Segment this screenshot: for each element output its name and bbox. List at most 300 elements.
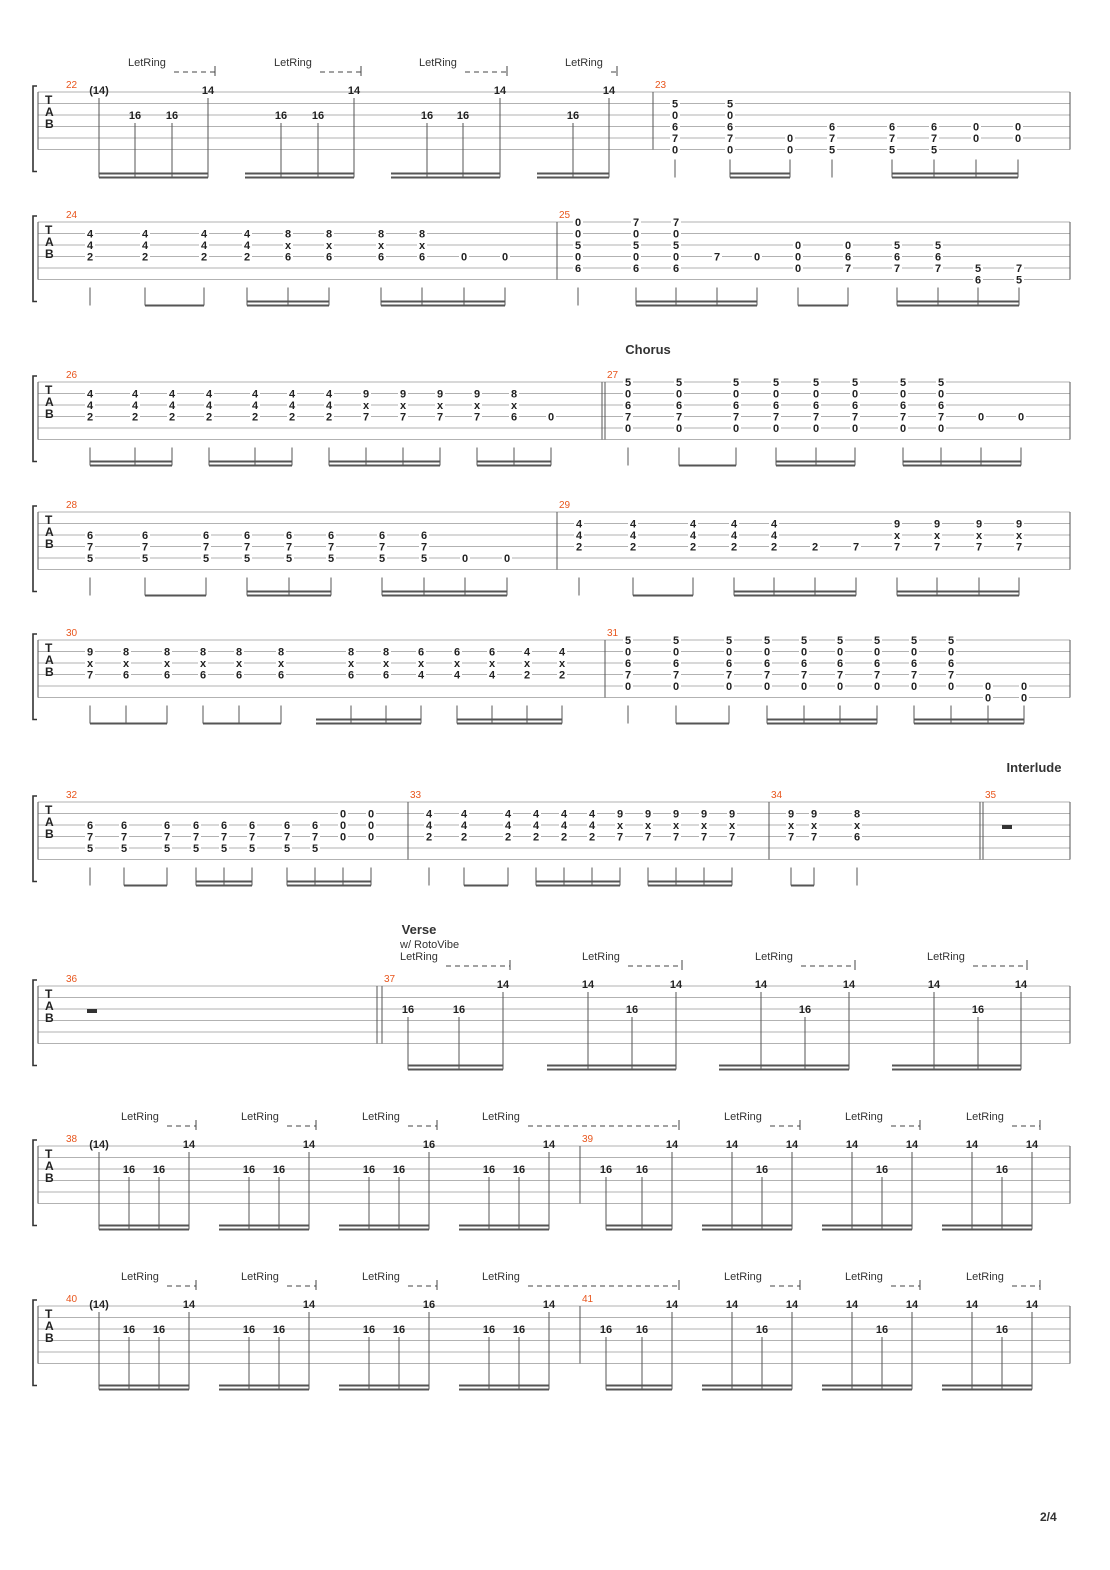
chord-fret: 5 bbox=[726, 98, 734, 111]
chord-fret: 4 bbox=[205, 388, 213, 401]
chord-fret: x bbox=[975, 530, 983, 542]
chord-fret: 0 bbox=[972, 121, 980, 134]
fret-number: 14 bbox=[182, 1139, 196, 1151]
chord-fret: x bbox=[382, 658, 390, 670]
chord-fret: 6 bbox=[947, 658, 955, 670]
chord-fret: 5 bbox=[632, 240, 640, 252]
measure-number: 29 bbox=[559, 500, 571, 511]
chord-fret: 0 bbox=[786, 133, 794, 145]
chord-fret: 7 bbox=[248, 831, 256, 844]
chord-fret: 6 bbox=[285, 530, 293, 542]
chord-fret: 6 bbox=[220, 820, 228, 832]
chord-fret: x bbox=[558, 658, 566, 670]
chord-fret: 6 bbox=[937, 400, 945, 412]
chord-fret: 0 bbox=[732, 388, 740, 401]
chord-fret: 9 bbox=[362, 388, 370, 401]
tab-clef-letter: B bbox=[45, 407, 54, 421]
system-bracket bbox=[33, 1140, 37, 1226]
fret-number: 14 bbox=[927, 979, 941, 991]
chord-fret: 5 bbox=[725, 635, 733, 647]
chord-fret: 4 bbox=[425, 820, 433, 832]
chord-fret: 0 bbox=[671, 144, 679, 157]
chord-fret: 7 bbox=[672, 217, 680, 229]
fret-number: 14 bbox=[669, 979, 683, 991]
chord-fret: 7 bbox=[220, 831, 228, 844]
chord-fret: 9 bbox=[933, 518, 941, 531]
chord-fret: 5 bbox=[937, 377, 945, 389]
chord-fret: 6 bbox=[893, 251, 901, 264]
tab-clef-letter: A bbox=[45, 999, 54, 1013]
chord-fret: x bbox=[893, 530, 901, 542]
chord-fret: 4 bbox=[251, 388, 259, 401]
measure-number: 23 bbox=[655, 80, 667, 91]
chord-fret: 4 bbox=[417, 669, 425, 682]
fret-number: 14 bbox=[754, 979, 768, 991]
fret-number: (14) bbox=[89, 85, 109, 97]
chord-fret: 4 bbox=[689, 518, 697, 531]
fret-number: 14 bbox=[965, 1139, 979, 1151]
chord-fret: x bbox=[473, 400, 481, 412]
chord-fret: 7 bbox=[420, 541, 428, 554]
chord-fret: 0 bbox=[937, 388, 945, 401]
chord-fret: 4 bbox=[532, 820, 540, 832]
chord-fret: x bbox=[453, 658, 461, 670]
chord-fret: 0 bbox=[1017, 411, 1025, 424]
chord-fret: 9 bbox=[728, 808, 736, 821]
chord-fret: 0 bbox=[937, 423, 945, 435]
tab-clef-letter: A bbox=[45, 815, 54, 829]
system-bracket bbox=[33, 376, 37, 462]
chord-fret: 0 bbox=[910, 681, 918, 693]
chord-fret: 9 bbox=[436, 388, 444, 401]
chord-fret: 0 bbox=[671, 110, 679, 122]
chord-fret: 7 bbox=[202, 541, 210, 554]
chord-fret: 6 bbox=[844, 251, 852, 264]
chord-fret: 6 bbox=[899, 400, 907, 412]
chord-fret: 2 bbox=[532, 831, 540, 844]
chord-fret: 9 bbox=[787, 808, 795, 821]
chord-fret: 0 bbox=[1020, 692, 1028, 705]
chord-fret: 6 bbox=[828, 121, 836, 134]
chord-fret: 7 bbox=[86, 541, 94, 554]
chord-fret: 6 bbox=[417, 646, 425, 659]
chord-fret: 4 bbox=[504, 820, 512, 832]
chord-fret: 2 bbox=[558, 669, 566, 682]
measure-number: 35 bbox=[985, 790, 997, 801]
chord-fret: 8 bbox=[122, 646, 130, 659]
chord-fret: 7 bbox=[700, 831, 708, 844]
chord-fret: 6 bbox=[772, 400, 780, 412]
chord-fret: 6 bbox=[418, 251, 426, 264]
chord-fret: 4 bbox=[689, 530, 697, 542]
chord-fret: 7 bbox=[399, 411, 407, 424]
chord-fret: 8 bbox=[382, 646, 390, 659]
chord-fret: 6 bbox=[574, 263, 582, 275]
chord-fret: 0 bbox=[624, 646, 632, 659]
chord-fret: 6 bbox=[86, 820, 94, 832]
chord-fret: 5 bbox=[934, 240, 942, 252]
chord-fret: 2 bbox=[86, 251, 94, 264]
chord-fret: 0 bbox=[574, 251, 582, 264]
let-ring-label: LetRing bbox=[845, 1111, 883, 1123]
let-ring-label: LetRing bbox=[482, 1111, 520, 1123]
chord-fret: x bbox=[163, 658, 171, 670]
chord-fret: 7 bbox=[672, 831, 680, 844]
chord-fret: 0 bbox=[732, 423, 740, 435]
chord-fret: 7 bbox=[624, 669, 632, 682]
chord-fret: 0 bbox=[461, 553, 469, 565]
fret-number: 16 bbox=[635, 1164, 649, 1176]
chord-fret: 7 bbox=[378, 541, 386, 554]
chord-fret: 6 bbox=[192, 820, 200, 832]
chord-fret: 5 bbox=[812, 377, 820, 389]
chord-fret: 0 bbox=[947, 681, 955, 693]
chord-fret: 4 bbox=[243, 228, 251, 241]
measure-number: 22 bbox=[66, 80, 78, 91]
measure-number: 27 bbox=[607, 370, 619, 381]
fret-number: 16 bbox=[165, 110, 179, 122]
chord-fret: 7 bbox=[672, 669, 680, 682]
chord-fret: 5 bbox=[899, 377, 907, 389]
chord-fret: x bbox=[933, 530, 941, 542]
chord-fret: 9 bbox=[893, 518, 901, 531]
system-bracket bbox=[33, 980, 37, 1066]
chord-fret: 6 bbox=[120, 820, 128, 832]
chord-fret: 6 bbox=[763, 658, 771, 670]
fret-number: 16 bbox=[512, 1324, 526, 1336]
measure-number: 33 bbox=[410, 790, 422, 801]
chord-fret: 0 bbox=[367, 808, 375, 821]
tab-clef-letter: B bbox=[45, 827, 54, 841]
chord-fret: 0 bbox=[1014, 121, 1022, 134]
chord-fret: 7 bbox=[810, 831, 818, 844]
chord-fret: 0 bbox=[753, 251, 761, 264]
chord-fret: 7 bbox=[192, 831, 200, 844]
chord-fret: 7 bbox=[937, 411, 945, 424]
chord-fret: 4 bbox=[325, 400, 333, 412]
chord-fret: 7 bbox=[624, 411, 632, 424]
chord-fret: 5 bbox=[311, 843, 319, 855]
chord-fret: 6 bbox=[86, 530, 94, 542]
section-label: Interlude bbox=[1006, 760, 1062, 775]
chord-fret: 6 bbox=[347, 669, 355, 682]
page-number: 2/4 bbox=[1040, 1510, 1057, 1524]
chord-fret: x bbox=[122, 658, 130, 670]
rest-symbol bbox=[87, 1009, 97, 1013]
fret-number: 16 bbox=[392, 1324, 406, 1336]
chord-fret: 4 bbox=[168, 388, 176, 401]
chord-fret: 7 bbox=[86, 669, 94, 682]
chord-fret: 6 bbox=[671, 121, 679, 134]
chord-fret: 9 bbox=[473, 388, 481, 401]
chord-fret: 7 bbox=[772, 411, 780, 424]
measure-number: 31 bbox=[607, 628, 619, 639]
section-label: Verse bbox=[401, 922, 437, 937]
chord-fret: 6 bbox=[930, 121, 938, 134]
chord-fret: 6 bbox=[732, 400, 740, 412]
fret-number: 14 bbox=[785, 1299, 799, 1311]
chord-fret: 4 bbox=[558, 646, 566, 659]
chord-fret: 7 bbox=[644, 831, 652, 844]
chord-fret: 6 bbox=[235, 669, 243, 682]
fret-number: 14 bbox=[302, 1299, 316, 1311]
chord-fret: 5 bbox=[851, 377, 859, 389]
chord-fret: 0 bbox=[812, 423, 820, 435]
measure-number: 25 bbox=[559, 210, 571, 221]
fret-number: 16 bbox=[456, 110, 470, 122]
let-ring-label: LetRing bbox=[927, 951, 965, 963]
chord-fret: 0 bbox=[984, 692, 992, 705]
fret-number: 16 bbox=[420, 110, 434, 122]
chord-fret: 6 bbox=[163, 669, 171, 682]
fret-number: 14 bbox=[1025, 1299, 1039, 1311]
chord-fret: 5 bbox=[772, 377, 780, 389]
chord-fret: 2 bbox=[588, 831, 596, 844]
chord-fret: 8 bbox=[199, 646, 207, 659]
chord-fret: 9 bbox=[672, 808, 680, 821]
chord-fret: 0 bbox=[725, 646, 733, 659]
chord-fret: 0 bbox=[836, 646, 844, 659]
fret-number: 16 bbox=[392, 1164, 406, 1176]
chord-fret: 4 bbox=[575, 530, 583, 542]
chord-fret: 8 bbox=[284, 228, 292, 241]
tab-clef-letter: B bbox=[45, 1011, 54, 1025]
chord-fret: 7 bbox=[893, 263, 901, 275]
let-ring-label: LetRing bbox=[724, 1271, 762, 1283]
chord-fret: 2 bbox=[811, 541, 819, 554]
measure-number: 40 bbox=[66, 1294, 78, 1305]
chord-fret: 5 bbox=[248, 843, 256, 855]
fret-number: 14 bbox=[542, 1299, 556, 1311]
chord-fret: 6 bbox=[910, 658, 918, 670]
chord-fret: 4 bbox=[288, 388, 296, 401]
fret-number: 14 bbox=[665, 1139, 679, 1151]
chord-fret: 4 bbox=[86, 400, 94, 412]
chord-fret: 6 bbox=[624, 658, 632, 670]
system-bracket bbox=[33, 796, 37, 882]
chord-fret: 5 bbox=[624, 377, 632, 389]
chord-fret: 4 bbox=[460, 808, 468, 821]
fret-number: 16 bbox=[995, 1324, 1009, 1336]
measure-number: 26 bbox=[66, 370, 78, 381]
fret-number: 16 bbox=[566, 110, 580, 122]
tab-clef-letter: T bbox=[45, 1307, 53, 1321]
chord-fret: 8 bbox=[347, 646, 355, 659]
fret-number: 14 bbox=[302, 1139, 316, 1151]
chord-fret: x bbox=[277, 658, 285, 670]
chord-fret: 7 bbox=[800, 669, 808, 682]
let-ring-label: LetRing bbox=[400, 951, 438, 963]
chord-fret: 2 bbox=[243, 251, 251, 264]
let-ring-label: LetRing bbox=[241, 1111, 279, 1123]
chord-fret: 9 bbox=[700, 808, 708, 821]
fret-number: 14 bbox=[1025, 1139, 1039, 1151]
chord-fret: 4 bbox=[770, 518, 778, 531]
chord-fret: 0 bbox=[844, 240, 852, 252]
tab-clef-letter: A bbox=[45, 1319, 54, 1333]
chord-fret: 6 bbox=[800, 658, 808, 670]
chord-fret: 5 bbox=[873, 635, 881, 647]
fret-number: 16 bbox=[599, 1164, 613, 1176]
measure-number: 30 bbox=[66, 628, 78, 639]
fret-number: 14 bbox=[665, 1299, 679, 1311]
chord-fret: 0 bbox=[851, 423, 859, 435]
chord-fret: 5 bbox=[888, 144, 896, 157]
fret-number: 16 bbox=[512, 1164, 526, 1176]
chord-fret: 0 bbox=[794, 240, 802, 252]
chord-fret: x bbox=[362, 400, 370, 412]
chord-fret: 7 bbox=[873, 669, 881, 682]
chord-fret: 7 bbox=[327, 541, 335, 554]
chord-fret: 6 bbox=[934, 251, 942, 264]
fret-number: 16 bbox=[242, 1164, 256, 1176]
fret-number: 16 bbox=[401, 1004, 415, 1016]
chord-fret: 7 bbox=[899, 411, 907, 424]
chord-fret: 5 bbox=[974, 263, 982, 275]
system-bracket bbox=[33, 634, 37, 720]
chord-fret: 4 bbox=[86, 228, 94, 241]
chord-fret: 7 bbox=[283, 831, 291, 844]
chord-fret: 0 bbox=[812, 388, 820, 401]
chord-fret: 7 bbox=[362, 411, 370, 424]
chord-fret: 5 bbox=[800, 635, 808, 647]
chord-fret: 6 bbox=[453, 646, 461, 659]
chord-fret: 6 bbox=[851, 400, 859, 412]
chord-fret: 5 bbox=[671, 98, 679, 111]
chord-fret: 4 bbox=[730, 530, 738, 542]
fret-number: 16 bbox=[272, 1164, 286, 1176]
fret-number: 16 bbox=[362, 1164, 376, 1176]
chord-fret: 2 bbox=[425, 831, 433, 844]
chord-fret: 5 bbox=[675, 377, 683, 389]
chord-fret: 7 bbox=[86, 831, 94, 844]
chord-fret: x bbox=[377, 240, 385, 252]
chord-fret: 7 bbox=[947, 669, 955, 682]
chord-fret: 7 bbox=[616, 831, 624, 844]
chord-fret: 7 bbox=[473, 411, 481, 424]
chord-fret: 8 bbox=[163, 646, 171, 659]
chord-fret: 0 bbox=[726, 144, 734, 157]
chord-fret: 6 bbox=[311, 820, 319, 832]
chord-fret: 0 bbox=[339, 808, 347, 821]
tab-clef-letter: B bbox=[45, 1171, 54, 1185]
measure-number: 39 bbox=[582, 1134, 594, 1145]
chord-fret: 7 bbox=[163, 831, 171, 844]
chord-fret: 0 bbox=[672, 228, 680, 241]
chord-fret: 5 bbox=[947, 635, 955, 647]
chord-fret: 6 bbox=[202, 530, 210, 542]
chord-fret: 4 bbox=[168, 400, 176, 412]
fret-number: 16 bbox=[152, 1164, 166, 1176]
chord-fret: 0 bbox=[873, 646, 881, 659]
chord-fret: x bbox=[787, 820, 795, 832]
chord-fret: x bbox=[523, 658, 531, 670]
chord-fret: 0 bbox=[1020, 681, 1028, 693]
chord-fret: 0 bbox=[910, 646, 918, 659]
fret-number: 14 bbox=[542, 1139, 556, 1151]
chord-fret: 7 bbox=[285, 541, 293, 554]
chord-fret: 0 bbox=[367, 831, 375, 844]
chord-fret: x bbox=[347, 658, 355, 670]
chord-fret: 0 bbox=[800, 646, 808, 659]
rest-symbol bbox=[1002, 825, 1012, 829]
chord-fret: 4 bbox=[141, 228, 149, 241]
chord-fret: x bbox=[672, 820, 680, 832]
chord-fret: 0 bbox=[772, 423, 780, 435]
chord-fret: 7 bbox=[763, 669, 771, 682]
chord-fret: 4 bbox=[730, 518, 738, 531]
fret-number: 14 bbox=[725, 1139, 739, 1151]
let-ring-label: LetRing bbox=[419, 57, 457, 69]
chord-fret: 2 bbox=[560, 831, 568, 844]
tab-clef-letter: A bbox=[45, 525, 54, 539]
chord-fret: 5 bbox=[283, 843, 291, 855]
chord-fret: 6 bbox=[672, 263, 680, 275]
fret-number: 16 bbox=[482, 1164, 496, 1176]
chord-fret: 6 bbox=[510, 411, 518, 424]
tab-clef-letter: T bbox=[45, 93, 53, 107]
chord-fret: 7 bbox=[675, 411, 683, 424]
tab-clef-letter: B bbox=[45, 665, 54, 679]
fret-number: 16 bbox=[242, 1324, 256, 1336]
let-ring-label: LetRing bbox=[121, 1111, 159, 1123]
chord-fret: 7 bbox=[812, 411, 820, 424]
chord-fret: 6 bbox=[632, 263, 640, 275]
chord-fret: 5 bbox=[285, 553, 293, 565]
chord-fret: 7 bbox=[930, 133, 938, 145]
chord-fret: x bbox=[644, 820, 652, 832]
fret-number: 16 bbox=[311, 110, 325, 122]
chord-fret: 0 bbox=[800, 681, 808, 693]
chord-fret: 6 bbox=[675, 400, 683, 412]
tab-clef-letter: B bbox=[45, 117, 54, 131]
chord-fret: 7 bbox=[888, 133, 896, 145]
chord-fret: x bbox=[616, 820, 624, 832]
chord-fret: 0 bbox=[763, 681, 771, 693]
chord-fret: 8 bbox=[235, 646, 243, 659]
fret-number: 16 bbox=[971, 1004, 985, 1016]
chord-fret: 4 bbox=[200, 240, 208, 252]
chord-fret: 4 bbox=[131, 400, 139, 412]
chord-fret: 2 bbox=[504, 831, 512, 844]
tab-clef-letter: B bbox=[45, 1331, 54, 1345]
chord-fret: 7 bbox=[243, 541, 251, 554]
section-label: Chorus bbox=[625, 342, 671, 357]
fret-number: 14 bbox=[905, 1299, 919, 1311]
chord-fret: 2 bbox=[730, 541, 738, 554]
fret-number: 16 bbox=[422, 1139, 436, 1151]
chord-fret: 4 bbox=[560, 808, 568, 821]
chord-fret: 7 bbox=[910, 669, 918, 682]
chord-fret: 4 bbox=[460, 820, 468, 832]
chord-fret: 8 bbox=[325, 228, 333, 241]
chord-fret: 7 bbox=[852, 541, 860, 554]
chord-fret: 6 bbox=[873, 658, 881, 670]
chord-fret: 0 bbox=[632, 228, 640, 241]
tab-clef-letter: A bbox=[45, 653, 54, 667]
chord-fret: 5 bbox=[327, 553, 335, 565]
chord-fret: 0 bbox=[899, 423, 907, 435]
chord-fret: 7 bbox=[713, 251, 721, 264]
chord-fret: 4 bbox=[588, 820, 596, 832]
chord-fret: 4 bbox=[560, 820, 568, 832]
chord-fret: 5 bbox=[828, 144, 836, 157]
chord-fret: 4 bbox=[325, 388, 333, 401]
chord-fret: 7 bbox=[975, 541, 983, 554]
chord-fret: 9 bbox=[86, 646, 94, 659]
system-bracket bbox=[33, 216, 37, 302]
chord-fret: 5 bbox=[378, 553, 386, 565]
